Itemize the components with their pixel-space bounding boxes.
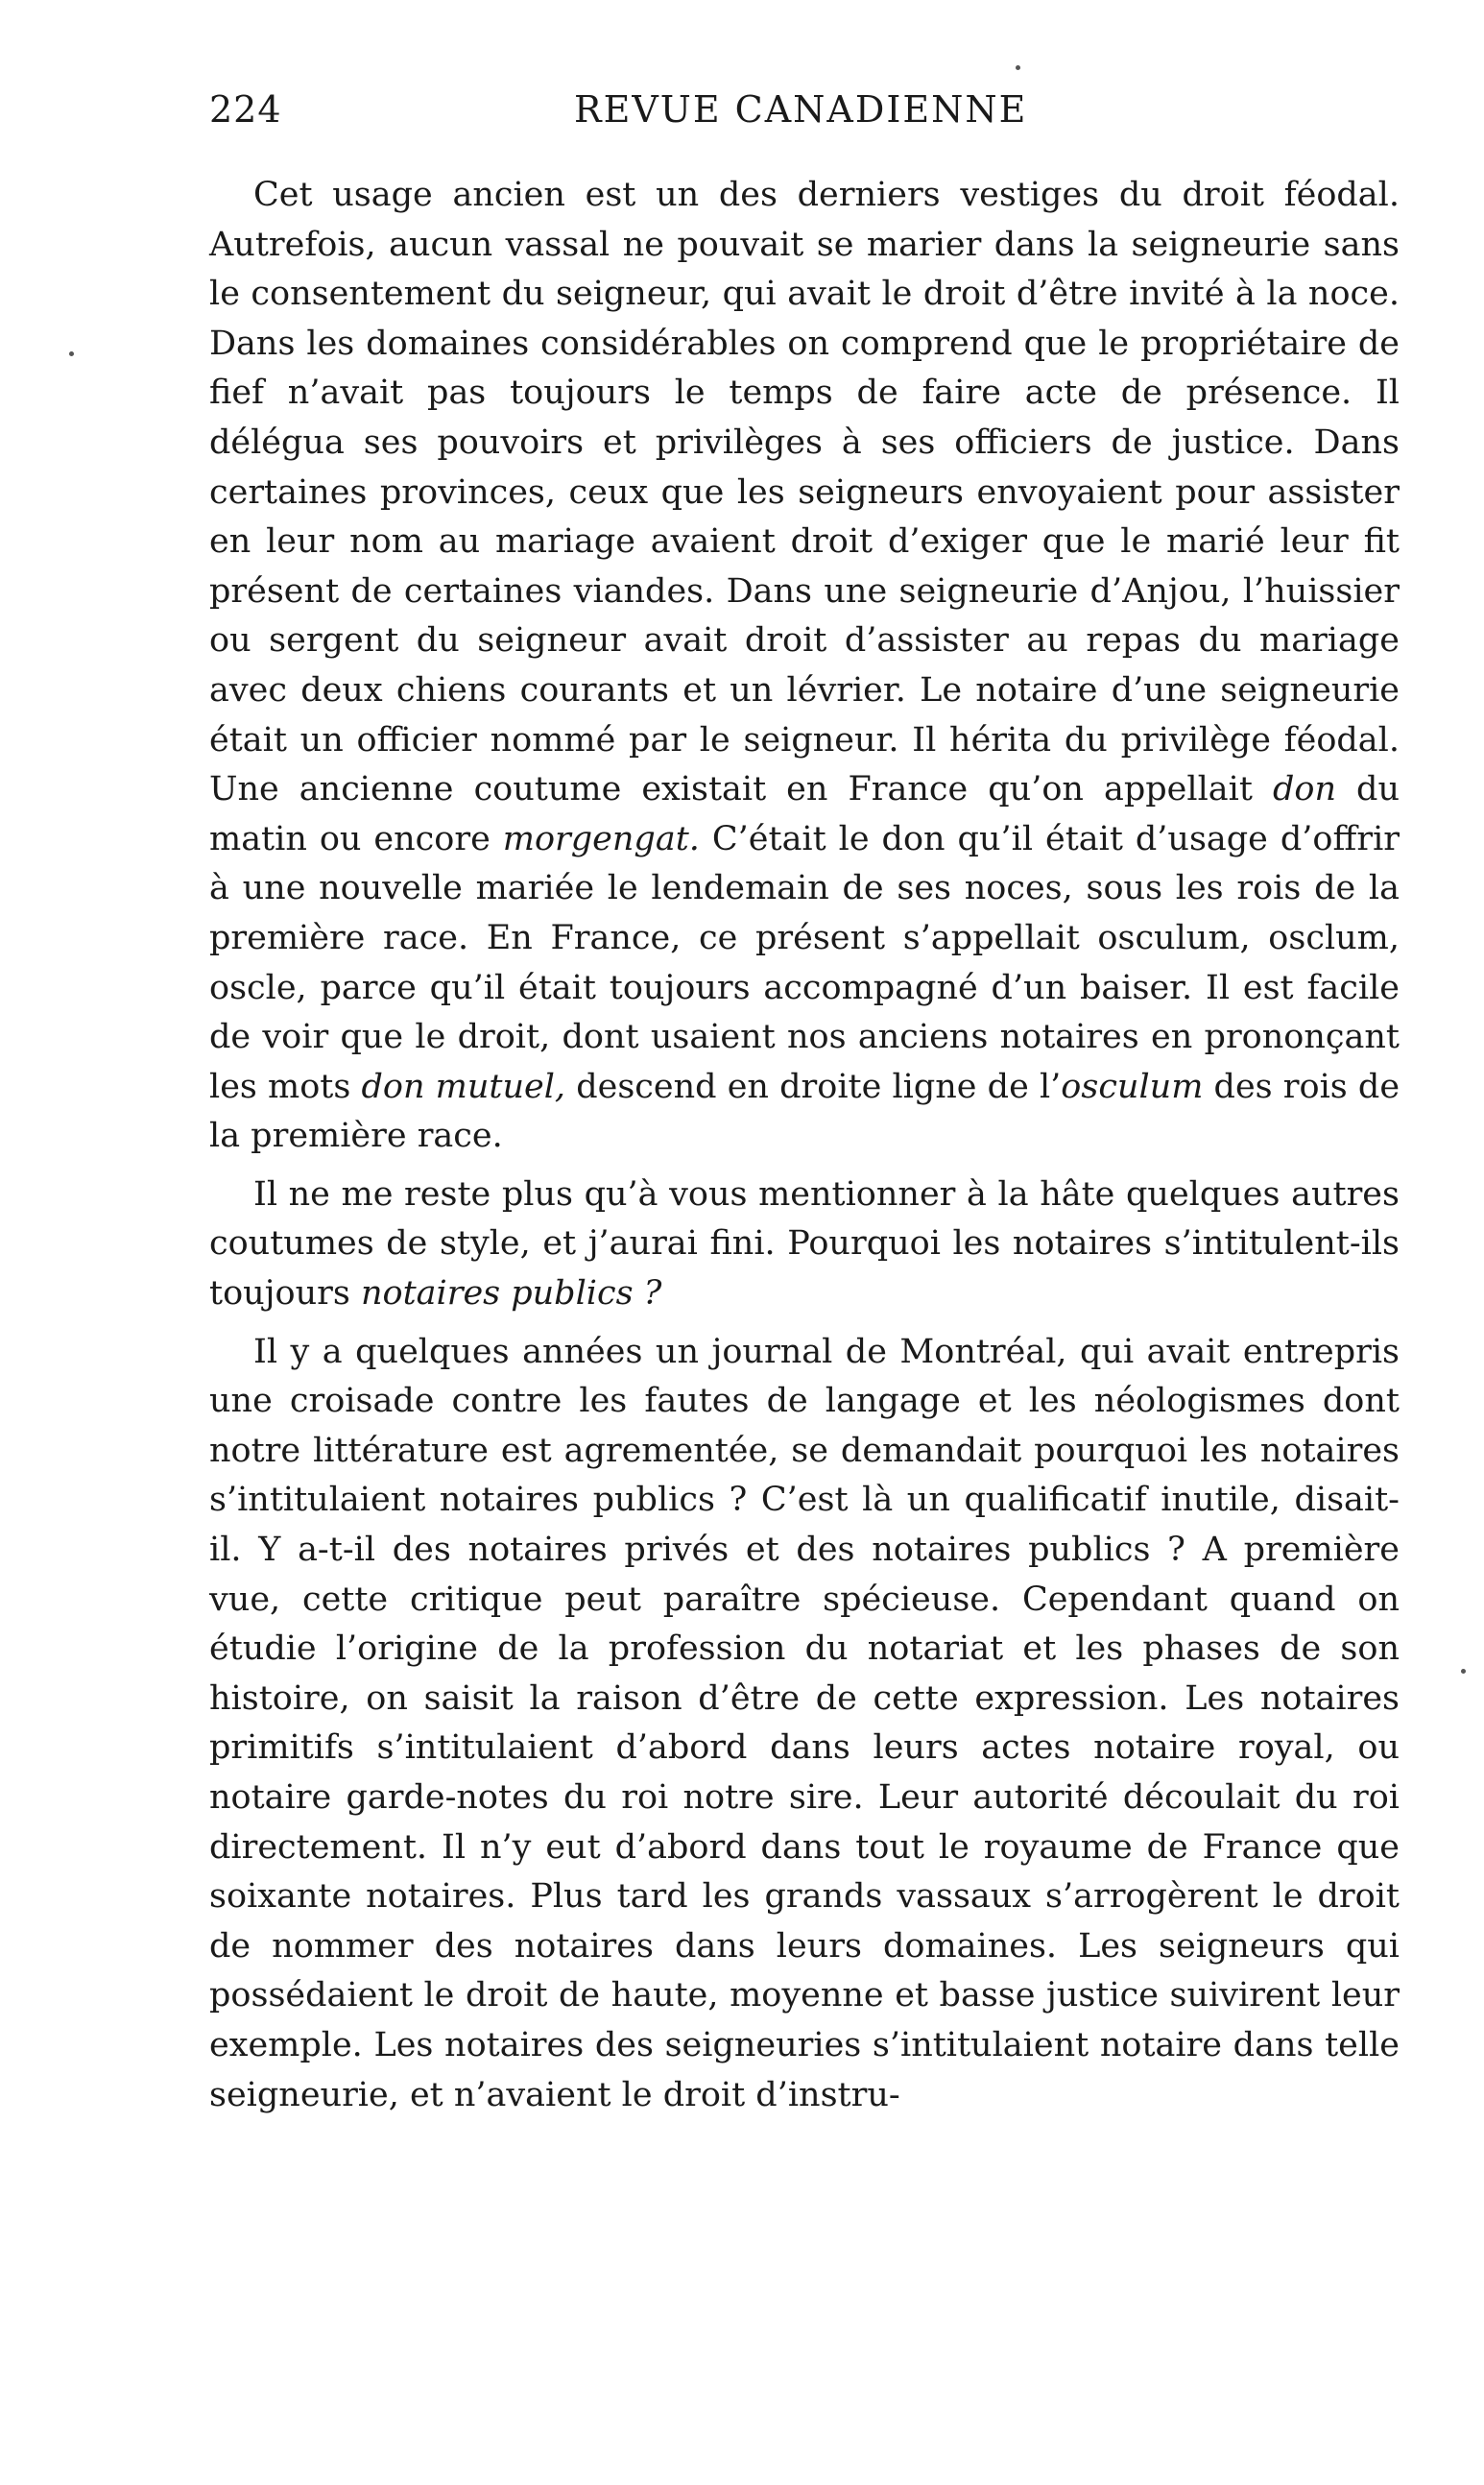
text-segment: descend en droite ligne de l’ xyxy=(565,1067,1062,1106)
text-segment: Il ne me reste plus qu’à vous mentionner à la hâte quelques autres coutumes de style, et j’aurai fini. Pourquoi les notaires s’intitulent-ils toujours xyxy=(209,1174,1400,1314)
print-speck xyxy=(1461,1669,1466,1674)
paragraph-feudal-custom xyxy=(209,171,1400,1162)
text-segment: C’était le don qu’il était d’usage d’offrir à une nouvelle mariée le lendemain de ses noces, sous les rois de la première race. En France, ce présent s’appellait osculum, osclum, oscle, parce qu’il était toujours accompagné d’un baiser. Il est facile de voir que le droit, dont usaient nos anciens notaires en prononçant les mots xyxy=(209,819,1400,1106)
italic-term-notaires-publics: notaires publics ? xyxy=(360,1274,662,1314)
journal-title: REVUE CANADIENNE xyxy=(574,88,1028,131)
print-speck xyxy=(1016,65,1020,70)
paragraph-notary-history xyxy=(209,1328,1400,2121)
paragraph-notaires-publics-question xyxy=(209,1170,1400,1319)
text-segment: des rois de la première race. xyxy=(209,1067,1400,1156)
italic-term-don-mutuel: don mutuel, xyxy=(361,1067,566,1106)
body-text xyxy=(209,171,1400,2129)
italic-term-osculum: osculum xyxy=(1061,1067,1204,1106)
print-speck xyxy=(69,351,74,356)
italic-term-don: don xyxy=(1272,770,1336,809)
text-segment: Cet usage ancien est un des derniers vestiges du droit féodal. Autrefois, aucun vassal ne pouvait se marier dans la seigneurie sans le consentement du seigneur, qui avait le droit d’être invité à la noce. Dans les domaines considérables on comprend que le propriétaire de fief n’avait pas toujours le temps de faire acte de présence. Il délégua ses pouvoirs et privilèges à ses officiers de justice. Dans certaines provinces, ceux que les seigneurs envoyaient pour assister en leur nom au mariage avaient droit d’exiger que le marié leur fit présent de certaines viandes. Dans une seigneurie d’Anjou, l’huissier ou sergent du seigneur avait droit d’assister au repas du mariage avec deux chiens courants et un lévrier. Le notaire d’une seigneurie était un officier nommé par le seigneur. Il hérita du privilège féodal. Une ancienne coutume existait en France qu’on appellait xyxy=(209,176,1400,809)
text-segment: du matin ou encore xyxy=(209,770,1400,858)
page-number: 224 xyxy=(209,88,282,131)
italic-term-morgengat: morgengat. xyxy=(502,819,700,858)
running-head xyxy=(209,88,1400,146)
text-segment: Il y a quelques années un journal de Montréal, qui avait entrepris une croisade contre les fautes de langage et les néologismes dont notre littérature est agrementée, se demandait pourquoi les notaires s’intitulaient notaires publics ? C’est là un qualificatif inutile, disait-il. Y a-t-il des notaires privés et des notaires publics ? A première vue, cette critique peut paraître spécieuse. Cependant quand on étudie l’origine de la profession du notariat et les phases de son histoire, on saisit la raison d’être de cette expression. Les notaires primitifs s’intitulaient d’abord dans leurs actes notaire royal, ou notaire garde-notes du roi notre sire. Leur autorité découlait du roi directement. Il n’y eut d’abord dans tout le royaume de France que soixante notaires. Plus tard les grands vassaux s’arrogèrent le droit de nommer des notaires dans leurs domaines. Les seigneurs qui possédaient le droit de haute, moyenne et basse justice suivirent leur exemple. Les notaires des seigneuries s’intitulaient notaire dans telle seigneurie, et n’avaient le droit d’instru- xyxy=(209,1332,1400,2114)
